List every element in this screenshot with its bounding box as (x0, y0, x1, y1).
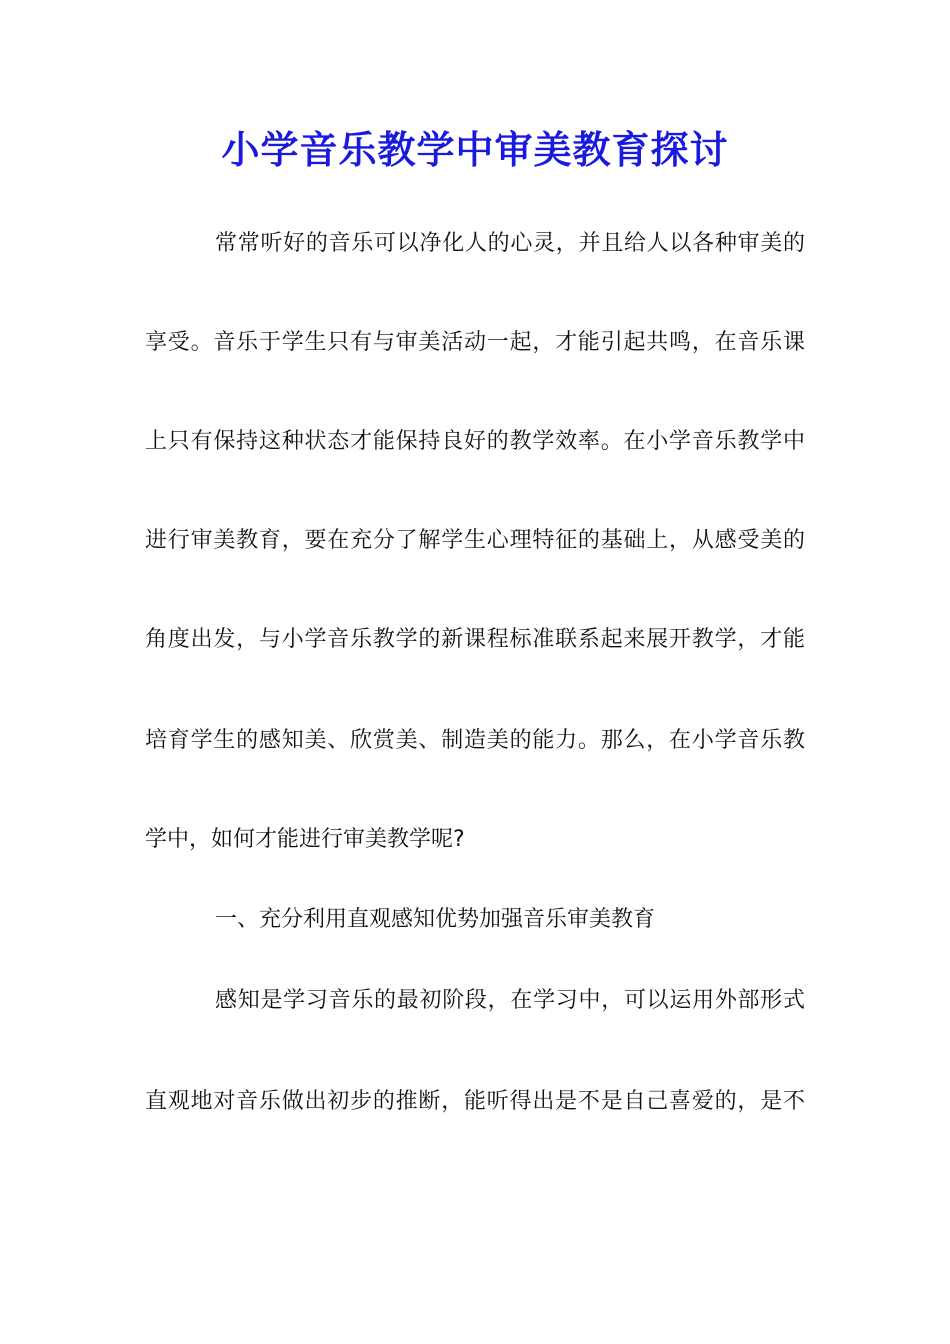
document-title: 小学音乐教学中审美教育探讨 (221, 127, 729, 172)
section-heading: 一、充分利用直观感知优势加强音乐审美教育 (215, 907, 656, 932)
paragraph-line: 享受。音乐于学生只有与审美活动一起，才能引起共鸣，在音乐课 (145, 330, 805, 355)
paragraph-line: 直观地对音乐做出初步的推断，能听得出是不是自己喜爱的，是不 (145, 1089, 805, 1114)
paragraph-line: 角度出发，与小学音乐教学的新课程标准联系起来展开教学，才能 (145, 627, 805, 652)
paragraph-line: 学中，如何才能进行审美教学呢? (145, 827, 465, 852)
paragraph-line: 感知是学习音乐的最初阶段，在学习中，可以运用外部形式 (215, 988, 805, 1013)
paragraph-line: 上只有保持这种状态才能保持良好的教学效率。在小学音乐教学中 (145, 429, 805, 454)
paragraph-line: 进行审美教育，要在充分了解学生心理特征的基础上，从感受美的 (145, 528, 805, 553)
paragraph-line: 培育学生的感知美、欣赏美、制造美的能力。那么，在小学音乐教 (145, 728, 805, 753)
paragraph-line: 常常听好的音乐可以净化人的心灵，并且给人以各种审美的 (215, 231, 805, 256)
